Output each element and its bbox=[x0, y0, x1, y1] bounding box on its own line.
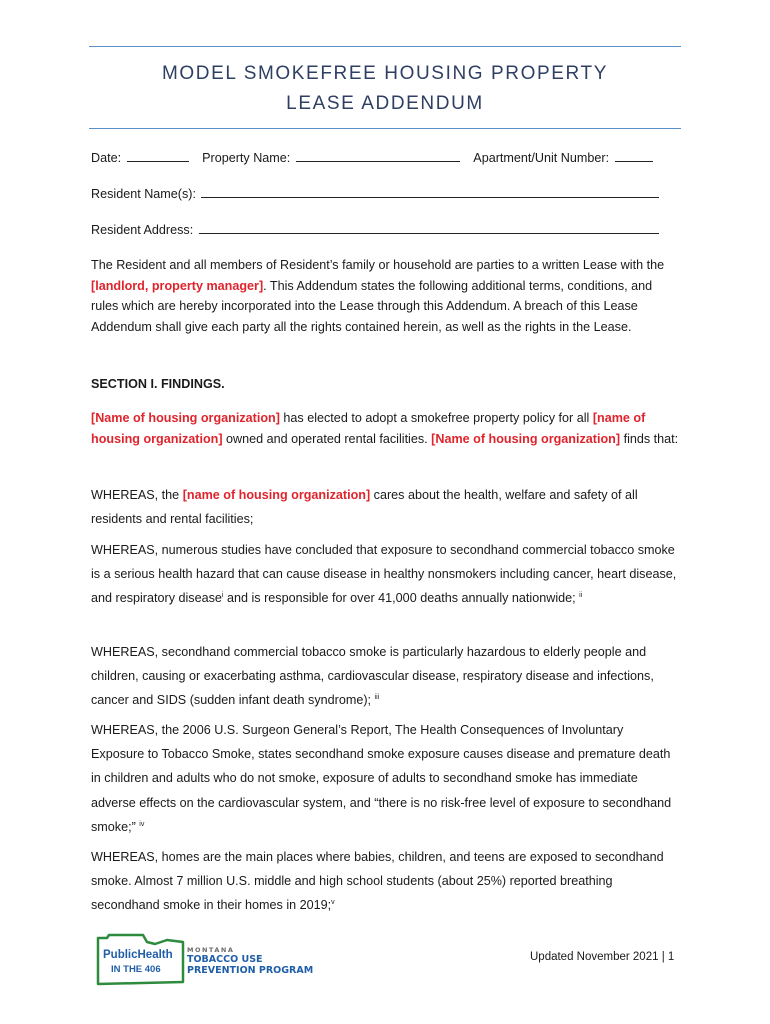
placeholder-org: [Name of housing organization] bbox=[91, 411, 280, 425]
program-line-2: PREVENTION PROGRAM bbox=[187, 965, 314, 976]
endnote-ref: v bbox=[331, 899, 335, 907]
title-bottom-rule bbox=[89, 128, 681, 129]
whereas-3: WHEREAS, secondhand commercial tobacco smoke is particularly hazardous to elderly people and children, causing or exacerbating asthma, cardiovascular disease, respiratory disease and infections, cancer and SIDS (sudden infant death syndrome); $^{iii}$ bbox=[91, 645, 654, 708]
resident-names-row bbox=[91, 185, 659, 201]
endnote-ref: i bbox=[221, 592, 224, 600]
resident-address-row bbox=[91, 221, 659, 237]
date-field[interactable] bbox=[127, 149, 189, 162]
property-name-label: Property Name: bbox=[202, 151, 291, 165]
title-line-1: MODEL SMOKEFREE HOUSING PROPERTY bbox=[161, 63, 609, 84]
endnote-ref: ii bbox=[579, 592, 583, 600]
date-row bbox=[91, 149, 653, 165]
placeholder-org: [Name of housing organization] bbox=[431, 431, 621, 446]
unit-number-field[interactable] bbox=[615, 149, 653, 162]
intro-paragraph: The Resident and all members of Resident’s family or household are parties to a written Lease with the [landlord, property manager]. This Addendum states the following additional terms, conditions, and rules which are hereby incorporated into the Lease through this Addendum. A breach of this Lease Addendum shall give each party all the rights contained herein, as well as the rights in the Lease. bbox=[91, 258, 665, 334]
program-name bbox=[187, 946, 313, 976]
resident-names-field[interactable] bbox=[201, 185, 659, 198]
placeholder-org: [name of housing organization] bbox=[182, 488, 371, 502]
top-rule bbox=[89, 46, 681, 47]
page-title bbox=[89, 59, 681, 119]
endnote-ref: iii bbox=[374, 694, 380, 702]
whereas-4: WHEREAS, the 2006 U.S. Surgeon General’s Report, The Health Consequences of Involuntary Exposure to Tobacco Smoke, states secondhand smoke exposure causes disease and premature death in children and adults who do not smoke, exposure of adults to secondhand smoke has immediate adverse effects on the cardiovascular system, and “there is no risk-free level of exposure to secondhand smoke;” $^{iv}$ bbox=[91, 723, 672, 834]
date-label: Date: bbox=[91, 151, 122, 165]
footer-updated: Updated November 2021 | 1 bbox=[530, 951, 675, 963]
section-1-paragraph: [Name of housing organization] has elected to adopt a smokefree property policy for all [name of housing organization] owned and operated rental facilities. [Name of housing organization] finds that: bbox=[91, 411, 679, 446]
public-health-406-logo bbox=[95, 932, 185, 990]
placeholder-landlord: [landlord, property manager] bbox=[91, 278, 264, 293]
title-line-2: LEASE ADDENDUM bbox=[286, 93, 484, 114]
logo-text-1: PublicHealth bbox=[103, 949, 173, 961]
resident-names-label: Resident Name(s): bbox=[91, 187, 196, 201]
endnote-ref: iv bbox=[139, 820, 145, 828]
placeholder-org: [name of housing organization] bbox=[91, 411, 646, 446]
whereas-2: WHEREAS, numerous studies have concluded that exposure to secondhand commercial tobacco smoke is a serious health hazard that can cause disease in healthy nonsmokers including cancer, heart disease, and respiratory disease$^i$ and is responsible for over 41,000 deaths annually nationwide; $^{ii}$ bbox=[91, 543, 677, 606]
whereas-1: WHEREAS, the [name of housing organization] cares about the health, welfare and safety of all residents and rental facilities; bbox=[91, 488, 638, 527]
resident-address-label: Resident Address: bbox=[91, 223, 194, 237]
program-state: MONTANA bbox=[187, 946, 235, 954]
resident-address-field[interactable] bbox=[199, 221, 659, 234]
logo-text-2: IN THE 406 bbox=[111, 964, 161, 975]
unit-number-label: Apartment/Unit Number: bbox=[473, 151, 610, 165]
section-1-heading: SECTION I. FINDINGS. bbox=[91, 377, 225, 391]
whereas-5: WHEREAS, homes are the main places where babies, children, and teens are exposed to secondhand smoke. Almost 7 million U.S. middle and high school students (about 25%) reported breathing secondhand smoke in their homes in 2019;$^v$ bbox=[91, 850, 664, 913]
program-line-1: TOBACCO USE bbox=[187, 954, 263, 965]
property-name-field[interactable] bbox=[296, 149, 460, 162]
